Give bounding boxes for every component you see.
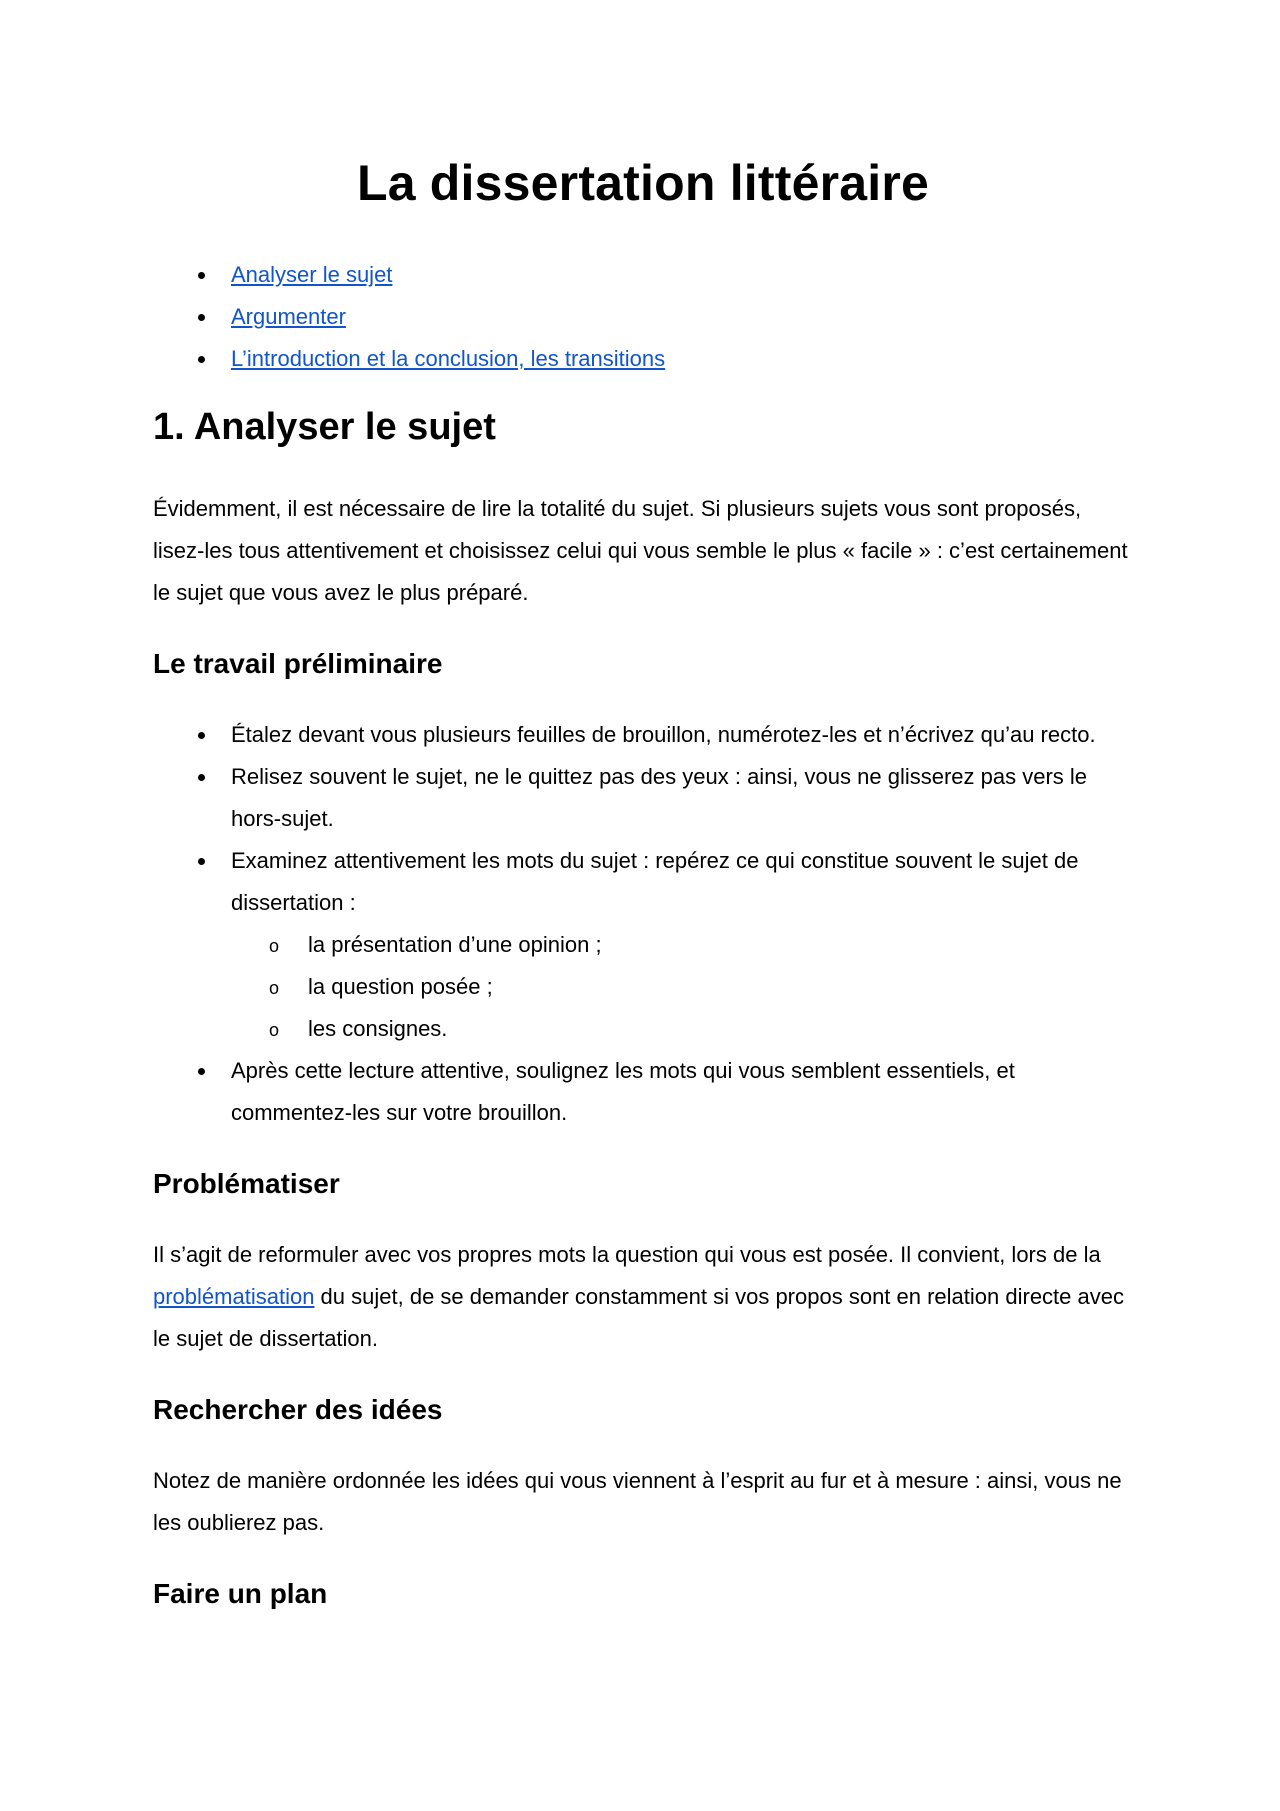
toc-item [153,254,1133,296]
toc-link-analyser[interactable]: Analyser le sujet [231,262,393,287]
list-item [153,840,1133,1050]
page-title: La dissertation littéraire [356,155,930,211]
sub-list-item: o la question posée ; [153,966,1133,1008]
subheading-travail-preliminaire: Le travail préliminaire [153,648,443,679]
table-of-contents [153,254,1133,380]
toc-link-argumenter[interactable]: Argumenter [231,304,346,329]
idees-paragraph: Notez de manière ordonnée les idées qui vous viennent à l’esprit au fur et à mesure : ainsi, vous ne les oublierez pas. [153,1468,1122,1535]
toc-item [153,296,1133,338]
list-item [153,1050,1133,1134]
sub-list-item: o les consignes. [153,1008,1133,1050]
subheading-rechercher-idees: Rechercher des idées [153,1394,443,1425]
list-item-text: Relisez souvent le sujet, ne le quittez pas des yeux : ainsi, vous ne glisserez pas vers le hors-sujet. [231,764,1088,831]
paragraph-text: du sujet, de se demander constamment si vos propos sont en relation directe avec le sujet de dissertation. [153,1284,1124,1351]
toc-item [153,338,1133,380]
sub-bullet-list [231,924,1133,1050]
document-content [153,148,1133,1614]
list-item-text: Après cette lecture attentive, soulignez les mots qui vous semblent essentiels, et commentez-les sur votre brouillon. [231,1058,1015,1125]
problematisation-link[interactable]: problématisation [153,1284,315,1309]
list-item-text: Étalez devant vous plusieurs feuilles de brouillon, numérotez-les et n’écrivez qu’au recto. [231,722,1096,747]
toc-link-introduction[interactable]: L’introduction et la conclusion, les transitions [231,346,666,371]
list-item [153,756,1133,840]
list-item [153,714,1133,756]
list-item-text: Examinez attentivement les mots du sujet : repérez ce qui constitue souvent le sujet de dissertation : [231,848,1079,915]
travail-bullet-list [153,714,1133,1134]
sub-list-item: o la présentation d’une opinion ; [153,924,1133,966]
subheading-problematiser: Problématiser [153,1168,340,1199]
problematiser-paragraph [153,1234,1133,1360]
paragraph-text: Il s’agit de reformuler avec vos propres mots la question qui vous est posée. Il convient, lors de la [153,1242,1101,1267]
section-heading-analyser: 1. Analyser le sujet [153,406,496,448]
section-intro-paragraph: Évidemment, il est nécessaire de lire la totalité du sujet. Si plusieurs sujets vous sont proposés, lisez-les tous attentivement et choisissez celui qui vous semble le plus « facile » : c’est certainement le sujet que vous avez le plus préparé. [153,496,1128,605]
subheading-faire-un-plan: Faire un plan [153,1578,328,1609]
